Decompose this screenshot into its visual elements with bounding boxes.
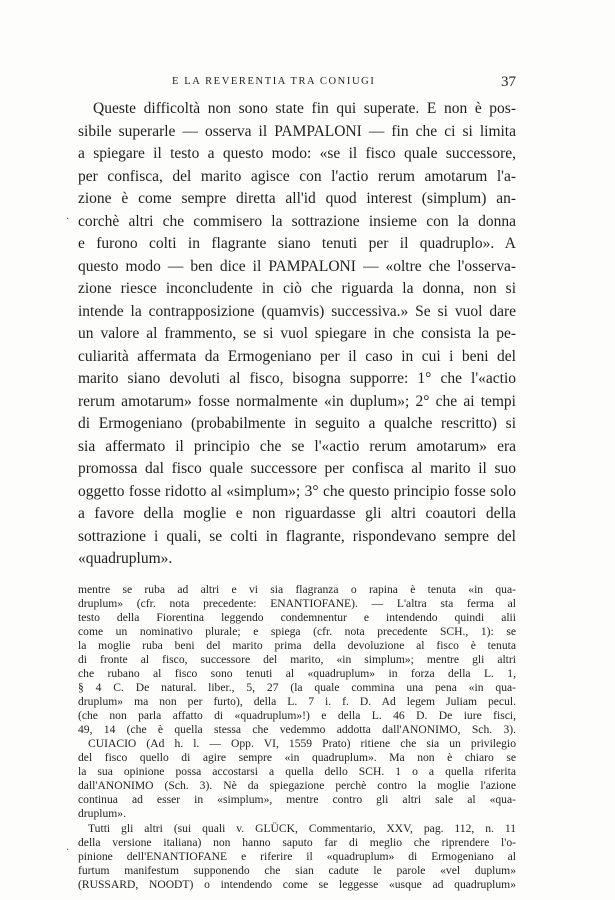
note-line: druplum» (cfr. nota precedente: ENANTIOFANE). — L'altra sta ferma al [78,597,516,610]
text-line: questo modo — ben dice il PAMPALONI — «oltre che l'osserva- [78,258,516,275]
note-line: druplum». [78,807,126,820]
text-line: per confisca, del marito agisce con l'actio rerum amotarum l'a- [78,168,516,185]
note-line: dall'ANONIMO (Sch. 3). Nè da spiegazione perchè contro la moglie l'azione [78,779,516,792]
note-line: (RUSSARD, NOODT) o intendendo come se leggesse «usque ad quadruplum» [78,878,516,891]
note-line: come un nominativo plurale; e spiega (cfr. nota precedente SCH., 1): se [78,625,516,638]
note-line: che rubano al fisco sono tenuti al «quadruplum» in forza della L. 1, [78,667,516,680]
text-line: sibile superarle — osserva il PAMPALONI — fin che ci si limita [78,123,516,140]
note-line: 49, 14 (che è quella stessa che vedemmo addotta dall'ANONIMO, Sch. 3). [78,723,516,736]
text-line: a favore della moglie e non riguardasse gli altri coautori della [78,505,516,522]
text-line: zione è come sempre diretta all'id quod interest (simplum) an- [78,190,516,207]
note-line: § 4 C. De natural. liber., 5, 27 (la quale commina una pena «in qua- [78,681,516,694]
text-line: a spiegare il testo a questo modo: «se il fisco quale successore, [78,145,516,162]
text-line: marito siano devoluti al fisco, bisogna supporre: 1° che l'«actio [78,370,516,387]
note-line: di fronte al fisco, successore del marito, «in simplum»; mentre gli altri [78,653,516,666]
note-line: druplum» ma non per furto), della L. 7 i. f. D. Ad legem Juliam pecul. [78,695,516,708]
text-line: e furono colti in flagrante siano tenuti per il quadruplo». A [78,235,516,252]
margin-dot: · [66,845,70,856]
note-line: la moglie ruba beni del marito prima della devoluzione al fisco è tenuta [78,639,516,652]
note-line: del fisco quello di agire sempre «in quadruplum». Ma non è chiaro se [78,751,516,764]
note-line: continua ad esser in «simplum», mentre contro gli altri sale al «qua- [78,793,516,806]
running-head: E LA REVERENTIA TRA CONIUGI [172,76,376,87]
note-line: mentre se ruba ad altri e vi sia flagranza o rapina è tenuta «in qua- [78,583,516,596]
text-line: Queste difficoltà non sono state fin qui superate. E non è pos- [93,100,516,117]
text-line: zione riesce inconcludente in ciò che riguarda la donna, non si [78,280,516,297]
text-line: di Ermogeniano (probabilmente in seguito a qualche rescritto) si [78,415,516,432]
text-line: intende la contrapposizione (quamvis) successiva.» Se si vuol dare [78,303,516,320]
page-header [78,74,516,94]
text-line: un valore al frammento, se si vuol spiegare in che consista la pe- [78,325,516,342]
note-line: della versione italiana) non hanno saputo far di meglio che riprendere l'o- [78,836,516,849]
text-line: sia affermato il principio che se l'«actio rerum amotarum» era [78,438,516,455]
page-number: 37 [501,74,516,90]
note-line: (che non parla affatto di «quadruplum»!) e della L. 46 D. De iure fisci, [78,709,516,722]
note-line: la sua opinione possa accostarsi a quella dello SCH. 1 o a quella riferita [78,765,516,778]
note-line: CUIACIO (Ad h. l. — Opp. VI, 1559 Prato) ritiene che sia un privilegio [88,737,516,750]
text-line: promossa dal fisco quale successore per confisca al marito il suo [78,460,516,477]
text-line: «quadruplum». [78,550,173,567]
note-line: furtum manifestum supponendo che sian cadute le parole «vel duplum» [78,864,516,877]
text-line: culiarità affermata da Ermogeniano per il caso in cui i beni del [78,348,516,365]
text-line: rerum amotarum» fosse normalmente «in duplum»; 2° che ai tempi [78,393,516,410]
text-line: sottrazione i quali, se colti in flagrante, rispondevano sempre del [78,528,516,545]
note-line: testo della Fiorentina leggendo condemnentur e intendendo quindi alii [78,611,516,624]
note-line: Tutti gli altri (sui quali v. GLÜCK, Commentario, XXV, pag. 112, n. 11 [88,822,516,835]
text-line: corchè altri che commisero la sottrazione insieme con la donna [78,213,516,230]
margin-dot: · [66,214,70,225]
text-line: oggetto fosse ridotto al «simplum»; 3° che questo principio fosse solo [78,483,516,500]
note-line: pinione dell'ENANTIOFANE e riferire il «quadruplum» di Ermogeniano al [78,850,516,863]
